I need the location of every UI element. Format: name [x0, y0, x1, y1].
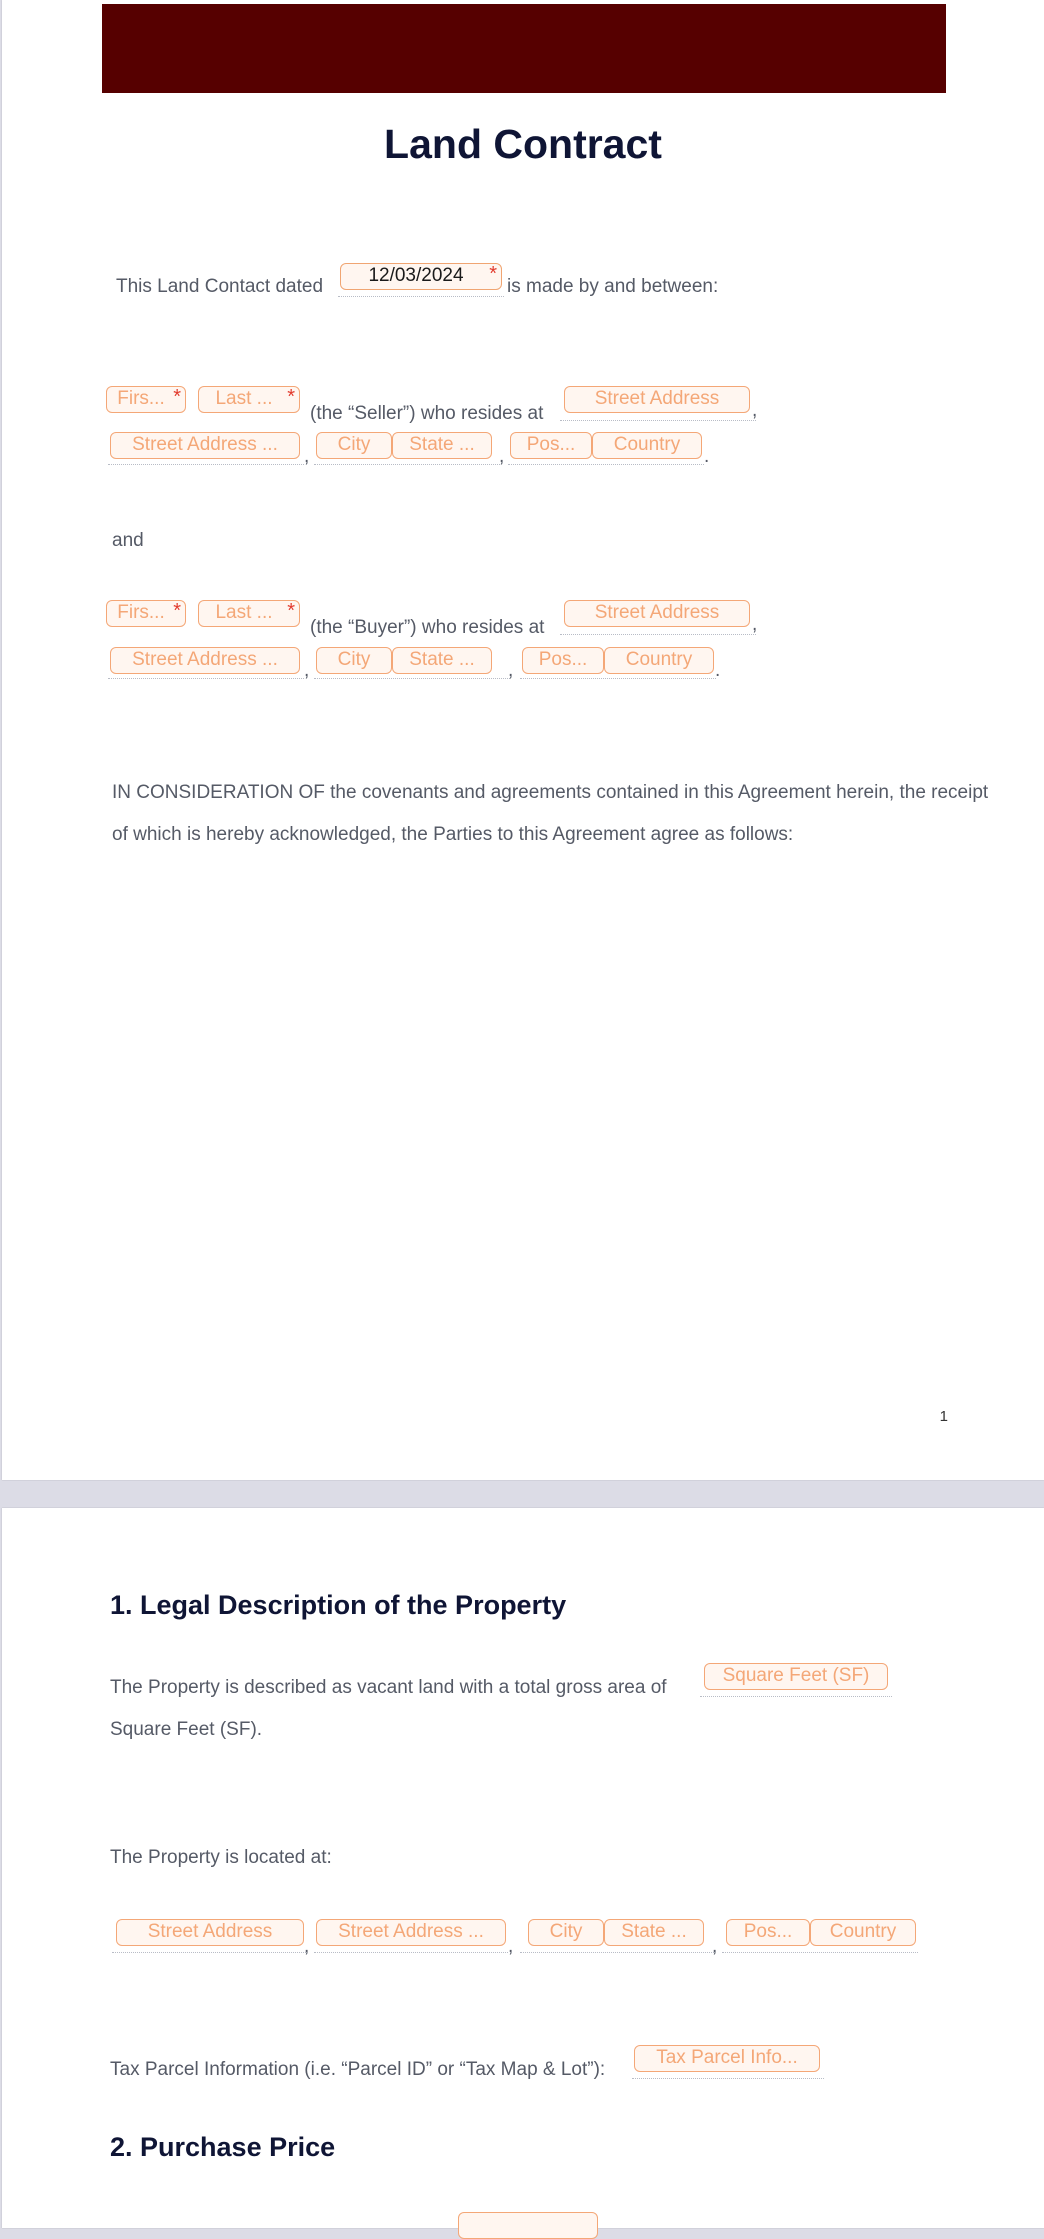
section-2-heading: 2. Purchase Price: [110, 2132, 336, 2162]
and-text: and: [112, 530, 144, 551]
seller-postal-country-underline: [508, 464, 704, 465]
property-country-field[interactable]: Country: [810, 1919, 916, 1946]
period: .: [704, 446, 710, 467]
comma: ,: [499, 446, 505, 467]
page-number: 1: [939, 1408, 948, 1425]
seller-last-name-field[interactable]: Last ... *: [198, 386, 300, 413]
date-underline: [338, 296, 504, 297]
area-text-after: Square Feet (SF).: [110, 1719, 263, 1740]
document-page-2: [2, 1508, 1044, 2228]
property-city-state-underline: [520, 1952, 714, 1953]
period: .: [715, 660, 721, 681]
seller-street-underline: [560, 420, 756, 421]
seller-role-text: (the “Seller”) who resides at: [310, 403, 544, 424]
section-1-heading: 1. Legal Description of the Property: [110, 1590, 567, 1620]
buyer-first-name-field[interactable]: Firs... *: [106, 600, 186, 627]
seller-street-field[interactable]: Street Address: [564, 386, 750, 413]
located-at-text: The Property is located at:: [110, 1847, 332, 1868]
required-asterisk: *: [173, 600, 181, 622]
property-street-underline: [112, 1952, 306, 1953]
intro-text-after: is made by and between:: [507, 276, 719, 297]
tax-parcel-underline: [632, 2078, 824, 2079]
property-street2-field[interactable]: Street Address ...: [316, 1919, 506, 1946]
comma: ,: [752, 400, 758, 421]
property-postal-country-underline: [722, 1952, 918, 1953]
comma: ,: [304, 660, 310, 681]
buyer-street2-underline: [108, 678, 304, 679]
seller-first-name-field[interactable]: Firs... *: [106, 386, 186, 413]
buyer-postal-field[interactable]: Pos...: [522, 647, 604, 674]
contract-date-field[interactable]: 12/03/2024 *: [340, 263, 502, 290]
consideration-paragraph: IN CONSIDERATION OF the covenants and agreements contained in this Agreement herein, the receipt of which is hereby acknowledged, the Parties to this Agreement agree as follows:: [112, 782, 989, 845]
required-asterisk: *: [287, 600, 295, 622]
seller-state-field[interactable]: State ...: [392, 432, 492, 459]
tax-parcel-label: Tax Parcel Information (i.e. “Parcel ID” or “Tax Map & Lot”):: [110, 2059, 606, 2080]
buyer-role-text: (the “Buyer”) who resides at: [310, 617, 545, 638]
seller-city-field[interactable]: City: [316, 432, 392, 459]
property-street2-underline: [314, 1952, 508, 1953]
header-banner: [102, 4, 946, 93]
comma: ,: [712, 1936, 718, 1957]
property-postal-field[interactable]: Pos...: [726, 1919, 810, 1946]
seller-street2-underline: [108, 464, 304, 465]
document-title: Land Contract: [384, 121, 662, 167]
buyer-city-field[interactable]: City: [316, 647, 392, 674]
buyer-street-underline: [560, 634, 756, 635]
sf-underline: [700, 1696, 892, 1697]
intro-text-before: This Land Contact dated: [116, 276, 324, 297]
required-asterisk: *: [173, 386, 181, 408]
buyer-street2-field[interactable]: Street Address ...: [110, 647, 300, 674]
comma: ,: [508, 660, 514, 681]
buyer-postal-country-underline: [520, 678, 716, 679]
document-page-1: [2, 0, 1044, 1480]
required-asterisk: *: [489, 263, 497, 285]
property-city-field[interactable]: City: [528, 1919, 604, 1946]
property-state-field[interactable]: State ...: [604, 1919, 704, 1946]
property-street-field[interactable]: Street Address: [116, 1919, 304, 1946]
seller-country-field[interactable]: Country: [592, 432, 702, 459]
required-asterisk: *: [287, 386, 295, 408]
seller-street2-field[interactable]: Street Address ...: [110, 432, 300, 459]
purchase-price-field[interactable]: [458, 2212, 598, 2239]
comma: ,: [304, 1936, 310, 1957]
tax-parcel-field[interactable]: Tax Parcel Info...: [634, 2045, 820, 2072]
buyer-country-field[interactable]: Country: [604, 647, 714, 674]
comma: ,: [752, 614, 758, 635]
buyer-last-name-field[interactable]: Last ... *: [198, 600, 300, 627]
buyer-state-field[interactable]: State ...: [392, 647, 492, 674]
comma: ,: [508, 1936, 514, 1957]
seller-postal-field[interactable]: Pos...: [510, 432, 592, 459]
square-feet-field[interactable]: Square Feet (SF): [704, 1663, 888, 1690]
seller-city-state-underline: [314, 464, 500, 465]
comma: ,: [304, 446, 310, 467]
buyer-city-state-underline: [314, 678, 510, 679]
area-text-before: The Property is described as vacant land with a total gross area of: [110, 1677, 667, 1698]
buyer-street-field[interactable]: Street Address: [564, 600, 750, 627]
